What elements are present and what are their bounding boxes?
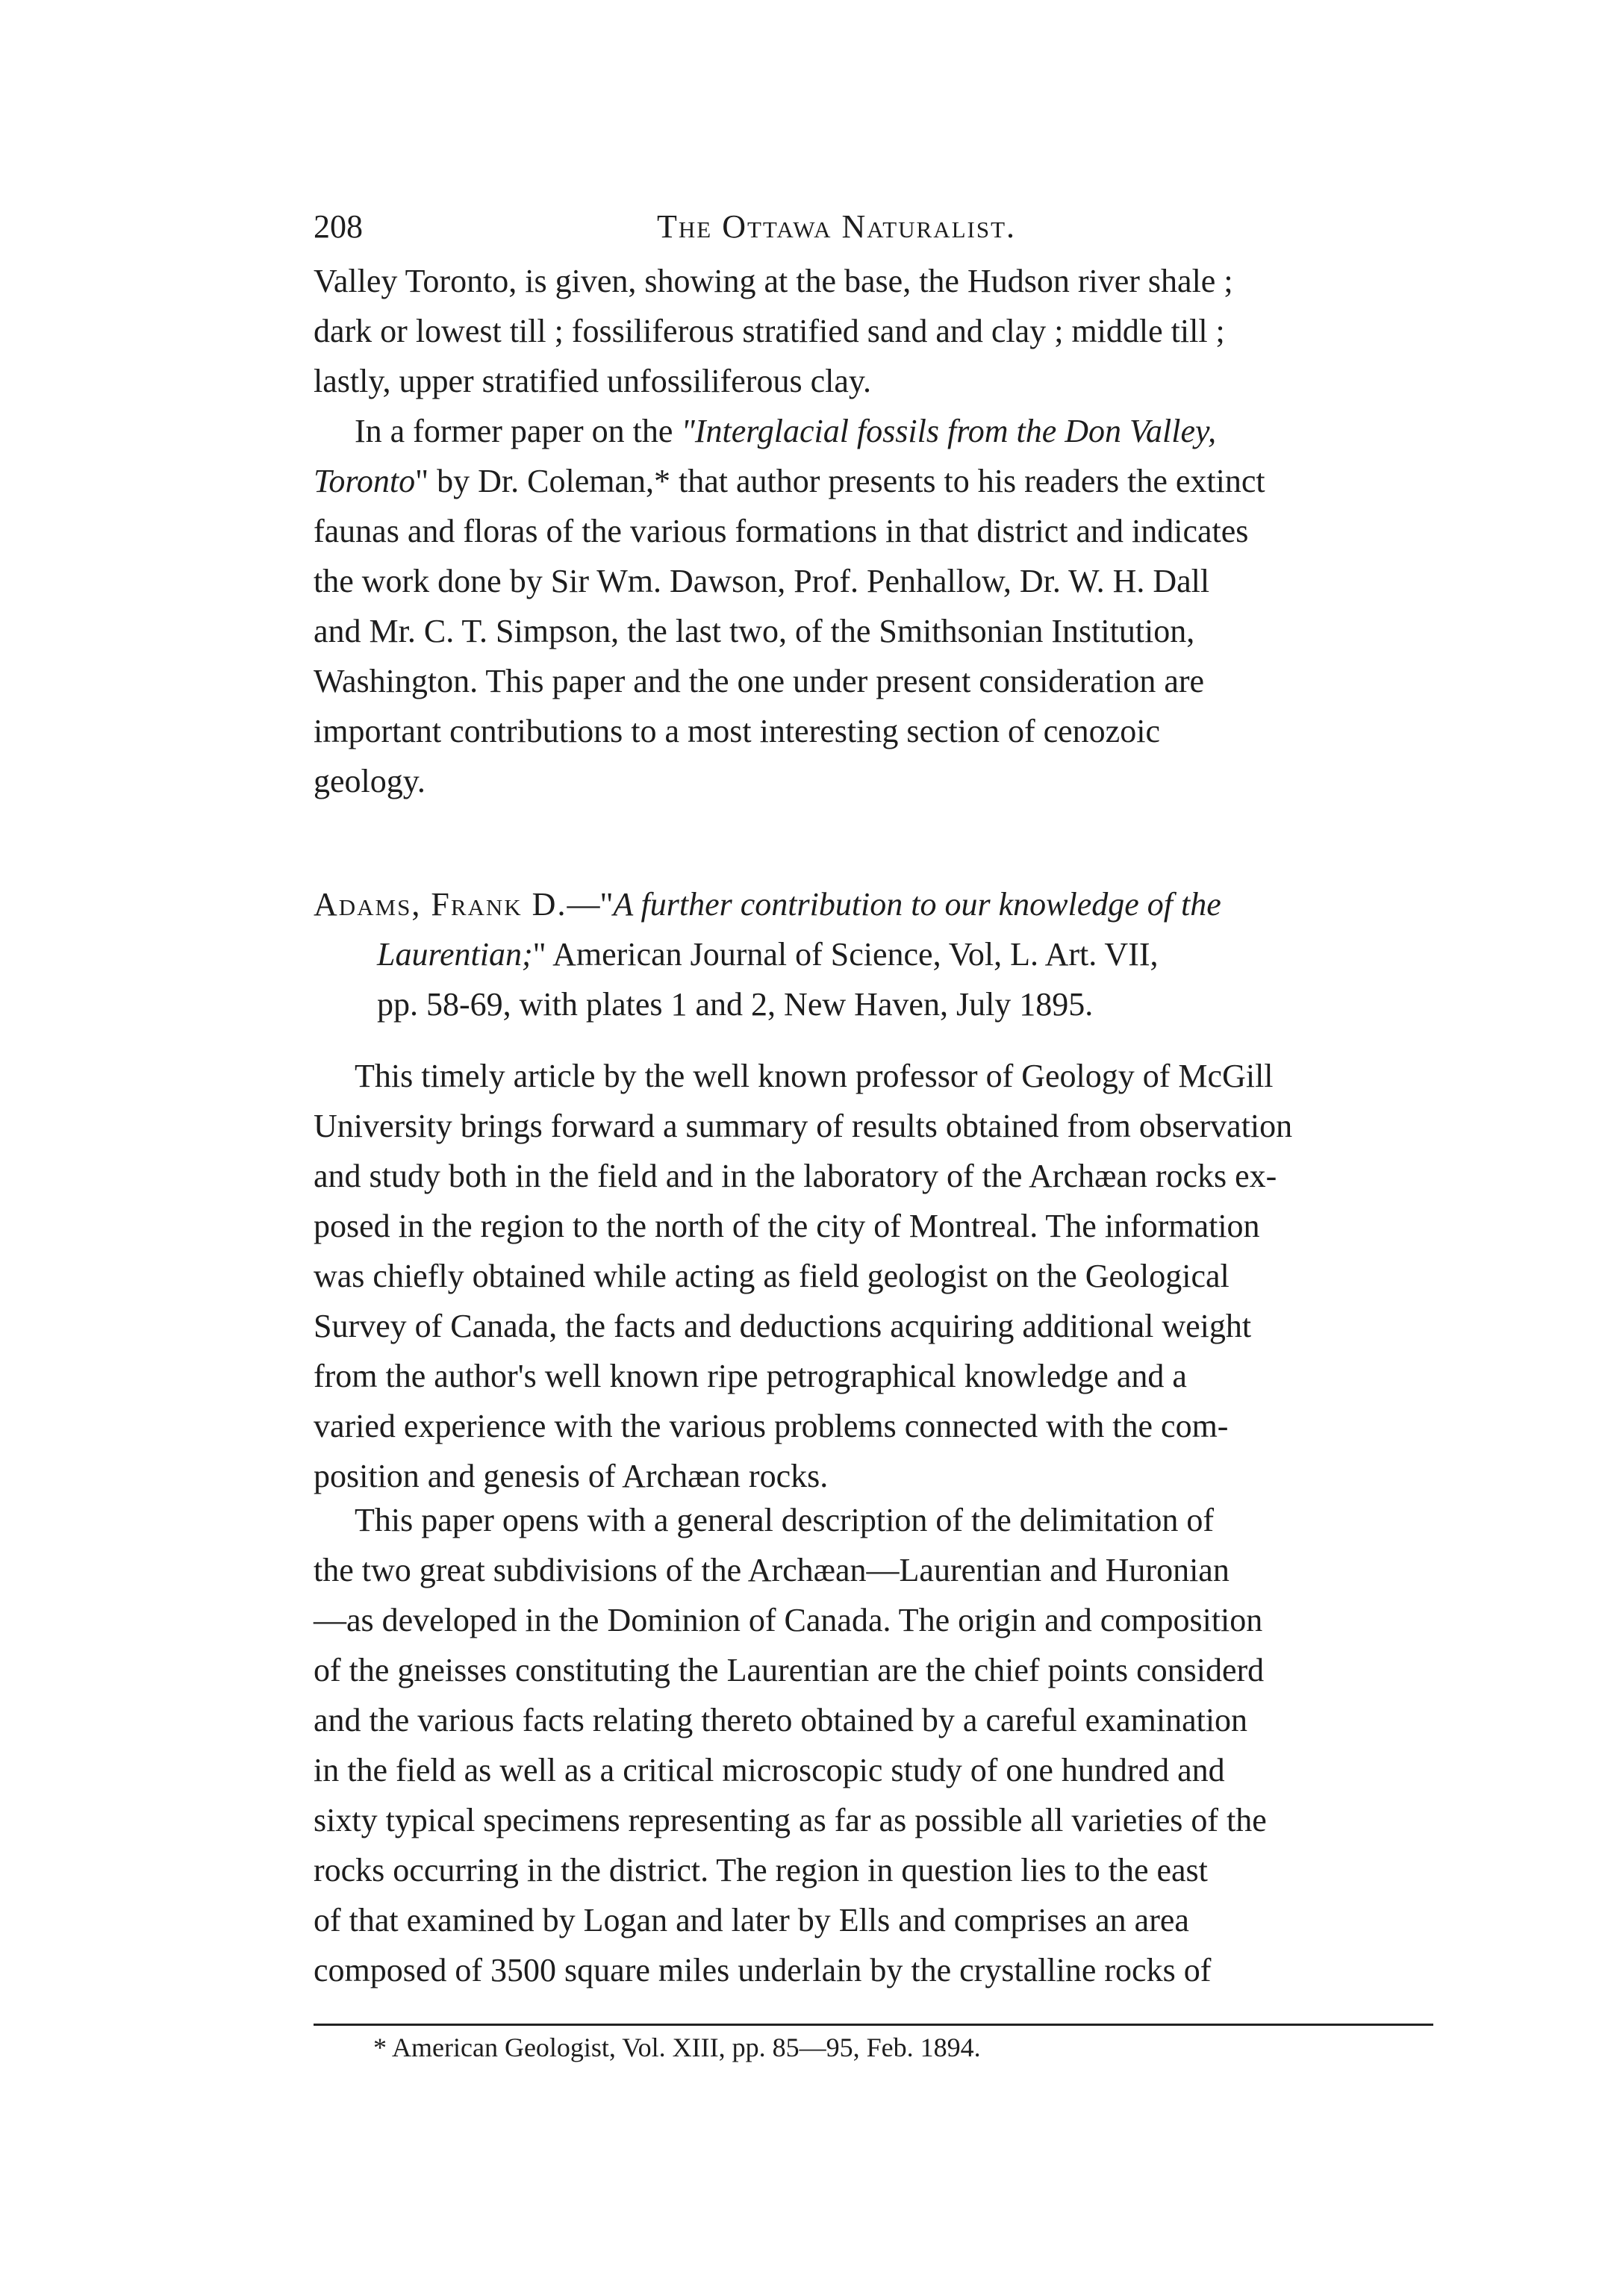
text-line: and Mr. C. T. Simpson, the last two, of the Smithsonian Institution, xyxy=(314,613,1195,649)
text-span: " by Dr. Coleman,* that author presents to his readers the extinct xyxy=(415,463,1265,499)
text-line: varied experience with the various problems connected with the com- xyxy=(314,1408,1229,1444)
citation-line xyxy=(314,879,1433,929)
footnote: * American Geologist, Vol. XIII, pp. 85—95, Feb. 1894. xyxy=(373,2033,981,2062)
text-line: faunas and floras of the various formations in that district and indicates xyxy=(314,513,1249,549)
text-line: —as developed in the Dominion of Canada. The origin and composition xyxy=(314,1602,1263,1638)
page-number: 208 xyxy=(314,208,363,245)
text-line: and the various facts relating thereto obtained by a careful examination xyxy=(314,1702,1248,1738)
bibliographic-citation xyxy=(314,879,1433,1029)
citation-line: pp. 58-69, with plates 1 and 2, New Haven, July 1895. xyxy=(377,986,1094,1023)
text-span: In a former paper on the xyxy=(355,413,682,449)
text-line: in the field as well as a critical microscopic study of one hundred and xyxy=(314,1752,1225,1788)
running-title: The Ottawa Naturalist. xyxy=(657,208,1017,245)
page-header xyxy=(314,208,1433,252)
citation-title: A further contribution to our knowledge of the xyxy=(613,886,1221,923)
text-line xyxy=(314,456,1433,506)
text-line: geology. xyxy=(314,763,426,799)
text-line: This paper opens with a general description of the delimitation of xyxy=(355,1502,1215,1538)
italic-title: "Interglacial fossils from the Don Valley, xyxy=(681,413,1217,449)
citation-line xyxy=(314,929,1433,979)
text-span: —" xyxy=(567,886,614,923)
paragraph-continuation xyxy=(314,256,1433,406)
text-line: This timely article by the well known professor of Geology of McGill xyxy=(355,1058,1274,1094)
text-line: the work done by Sir Wm. Dawson, Prof. Penhallow, Dr. W. H. Dall xyxy=(314,563,1210,599)
text-line: and study both in the field and in the laboratory of the Archæan rocks ex- xyxy=(314,1158,1277,1194)
text-line: rocks occurring in the district. The region in question lies to the east xyxy=(314,1852,1208,1888)
paragraph-summary xyxy=(314,1495,1433,1995)
text-line: of the gneisses constituting the Laurentian are the chief points considerd xyxy=(314,1652,1265,1688)
text-line xyxy=(314,406,1433,456)
paragraph-coleman xyxy=(314,406,1433,806)
text-line: of that examined by Logan and later by Ells and comprises an area xyxy=(314,1902,1189,1938)
text-line: was chiefly obtained while acting as field geologist on the Geological xyxy=(314,1258,1230,1294)
text-line: Survey of Canada, the facts and deductions acquiring additional weight xyxy=(314,1308,1252,1344)
text-line: lastly, upper stratified unfossiliferous clay. xyxy=(314,363,871,399)
text-line: Washington. This paper and the one under present consideration are xyxy=(314,663,1205,699)
text-line: position and genesis of Archæan rocks. xyxy=(314,1458,829,1494)
text-line: University brings forward a summary of results obtained from observation xyxy=(314,1108,1293,1144)
citation-title: Laurentian; xyxy=(377,936,533,973)
footnote-divider xyxy=(314,2024,1433,2026)
text-line: sixty typical specimens representing as far as possible all varieties of the xyxy=(314,1802,1267,1838)
text-line: posed in the region to the north of the city of Montreal. The information xyxy=(314,1208,1260,1244)
paragraph-review xyxy=(314,1051,1433,1501)
text-line: the two great subdivisions of the Archæan—Laurentian and Huronian xyxy=(314,1552,1230,1588)
text-line: from the author's well known ripe petrographical knowledge and a xyxy=(314,1358,1187,1394)
italic-title: Toronto xyxy=(314,463,416,499)
text-line: dark or lowest till ; fossiliferous stratified sand and clay ; middle till ; xyxy=(314,313,1225,349)
text-line: Valley Toronto, is given, showing at the base, the Hudson river shale ; xyxy=(314,263,1233,299)
text-line: composed of 3500 square miles underlain by the crystalline rocks of xyxy=(314,1952,1212,1988)
citation-author: Adams, Frank D. xyxy=(314,886,567,923)
text-line: important contributions to a most interesting section of cenozoic xyxy=(314,713,1160,749)
citation-journal: " American Journal of Science, Vol, L. Art. VII, xyxy=(532,936,1159,973)
